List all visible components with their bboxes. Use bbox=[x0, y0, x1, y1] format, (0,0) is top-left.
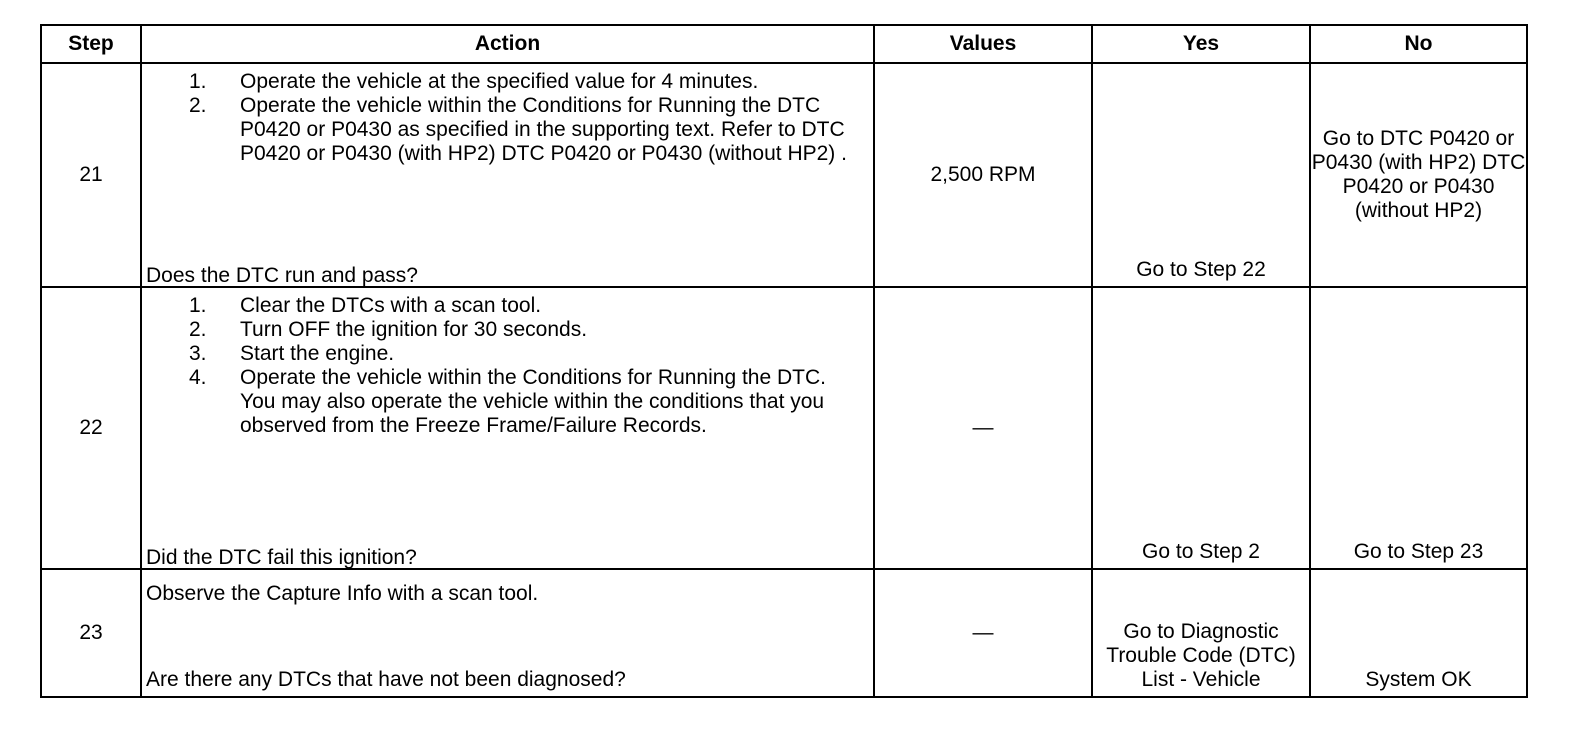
action-step-number: 2. bbox=[189, 318, 207, 341]
table-row-step-22 bbox=[41, 287, 1527, 569]
values-cell: — bbox=[874, 569, 1092, 697]
action-question: Does the DTC run and pass? bbox=[146, 264, 418, 287]
header-row bbox=[41, 25, 1527, 63]
yes-cell: Go to Step 2 bbox=[1092, 287, 1310, 569]
values-cell: — bbox=[874, 287, 1092, 569]
action-question: Did the DTC fail this ignition? bbox=[146, 546, 417, 569]
no-cell: Go to Step 23 bbox=[1310, 287, 1527, 569]
action-step-number: 4. bbox=[189, 366, 207, 389]
action-step-text: Operate the vehicle within the Conditions for Running the DTC. You may also operate the vehicle within the conditions that you observed from the Freeze Frame/Failure Records. bbox=[240, 366, 826, 437]
header-yes: Yes bbox=[1092, 25, 1310, 63]
action-cell bbox=[141, 287, 874, 569]
action-step-text: Operate the vehicle at the specified value for 4 minutes. bbox=[240, 70, 759, 93]
action-cell bbox=[141, 63, 874, 287]
action-steps bbox=[142, 70, 873, 166]
yes-cell: Go to Diagnostic Trouble Code (DTC) List - Vehicle bbox=[1092, 569, 1310, 697]
action-step-number: 1. bbox=[189, 70, 207, 93]
table-row-step-21 bbox=[41, 63, 1527, 287]
diagnostic-table-container bbox=[40, 24, 1526, 698]
action-step bbox=[142, 318, 873, 342]
header-no: No bbox=[1310, 25, 1527, 63]
yes-cell: Go to Step 22 bbox=[1092, 63, 1310, 287]
action-step bbox=[142, 366, 873, 438]
table-row-step-23 bbox=[41, 569, 1527, 697]
diagnostic-table bbox=[40, 24, 1528, 698]
action-steps bbox=[142, 294, 873, 438]
action-step-number: 2. bbox=[189, 94, 207, 117]
header-values: Values bbox=[874, 25, 1092, 63]
header-action: Action bbox=[141, 25, 874, 63]
no-cell: System OK bbox=[1310, 569, 1527, 697]
action-observe-text: Observe the Capture Info with a scan tool. bbox=[146, 582, 539, 605]
action-step bbox=[142, 70, 873, 94]
header-step: Step bbox=[41, 25, 141, 63]
action-step-number: 1. bbox=[189, 294, 207, 317]
action-step bbox=[142, 342, 873, 366]
action-step-text: Start the engine. bbox=[240, 342, 395, 365]
action-step-text: Turn OFF the ignition for 30 seconds. bbox=[240, 318, 588, 341]
step-number: 23 bbox=[41, 569, 141, 697]
action-step bbox=[142, 294, 873, 318]
no-cell: Go to DTC P0420 or P0430 (with HP2) DTC P0420 or P0430 (without HP2) bbox=[1310, 63, 1527, 287]
step-number: 22 bbox=[41, 287, 141, 569]
action-step-number: 3. bbox=[189, 342, 207, 365]
action-cell bbox=[141, 569, 874, 697]
values-cell: 2,500 RPM bbox=[874, 63, 1092, 287]
action-question: Are there any DTCs that have not been diagnosed? bbox=[146, 668, 626, 691]
action-step-text: Clear the DTCs with a scan tool. bbox=[240, 294, 542, 317]
action-step bbox=[142, 94, 873, 166]
action-step-text: Operate the vehicle within the Conditions for Running the DTC P0420 or P0430 as specified in the supporting text. Refer to DTC P0420 or P0430 (with HP2) DTC P0420 or P0430 (without HP2) . bbox=[240, 94, 847, 165]
step-number: 21 bbox=[41, 63, 141, 287]
